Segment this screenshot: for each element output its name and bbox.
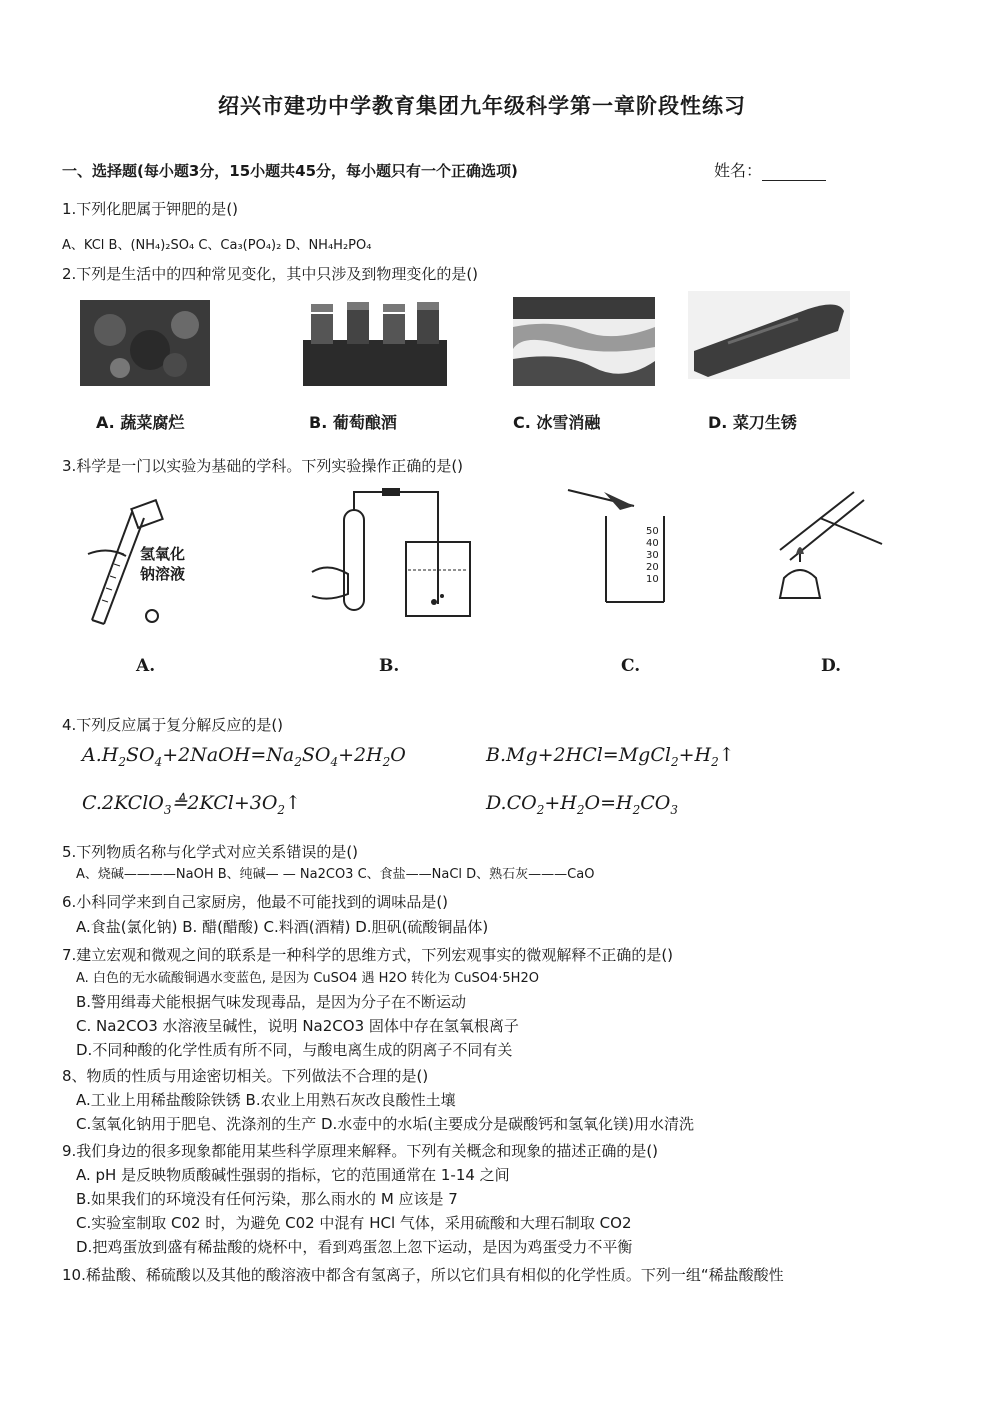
q5-stem: 5.下列物质名称与化学式对应关系错误的是() bbox=[62, 843, 359, 861]
q3-label-c: C. bbox=[621, 656, 641, 676]
q7-stem: 7.建立宏观和微观之间的联系是一种科学的思维方式，下列宏观事实的微观解释不正确的是() bbox=[62, 946, 674, 964]
name-label: 姓名： bbox=[714, 161, 763, 180]
photo-melting-snow bbox=[513, 297, 655, 386]
q9-stem: 9.我们身边的很多现象都能用某些科学原理来解释。下列有关概念和现象的描述正确的是() bbox=[62, 1142, 659, 1160]
q7-option-d: D.不同种酸的化学性质有所不同，与酸电离生成的阴离子不同有关 bbox=[76, 1041, 513, 1059]
q4-option-c: $C.2KClO_3≜2KCl+3O_2↑$ bbox=[82, 792, 301, 817]
q7-option-a: A. 白色的无水硫酸铜遇水变蓝色, 是因为 CuSO4 遇 H2O 转化为 CuSO4·5H2O bbox=[76, 971, 539, 986]
q9-option-b: B.如果我们的环境没有任何污染，那么雨水的 M 应该是 7 bbox=[76, 1190, 458, 1208]
q10-stem: 10.稀盐酸、稀硫酸以及其他的酸溶液中都含有氢离子，所以它们具有相似的化学性质。下列一组“稀盐酸酸性 bbox=[62, 1266, 784, 1284]
q8-stem: 8、物质的性质与用途密切相关。下列做法不合理的是() bbox=[62, 1067, 429, 1085]
q4-option-b: $B.Mg+2HCl=MgCl_2+H_2↑$ bbox=[486, 744, 735, 769]
name-field bbox=[714, 161, 826, 181]
figure-c-measuring-cylinder bbox=[564, 482, 684, 610]
figure-c-tick-50: 50 bbox=[646, 526, 659, 537]
q4-option-d: $D.CO_2+H_2O=H_2CO_3$ bbox=[486, 792, 678, 817]
q7-option-c: C. Na2CO3 水溶液呈碱性，说明 Na2CO3 固体中存在氢氧根离子 bbox=[76, 1017, 519, 1035]
figure-a-label-line2: 钠溶液 bbox=[140, 565, 186, 583]
q2-caption-d: D. 菜刀生锈 bbox=[708, 413, 797, 432]
figure-c-tick-40: 40 bbox=[646, 538, 659, 549]
q2-caption-b: B. 葡萄酿酒 bbox=[309, 413, 397, 432]
q3-label-b: B. bbox=[379, 656, 400, 676]
figure-c-tick-20: 20 bbox=[646, 562, 659, 573]
photo-rusty-knife bbox=[688, 291, 850, 379]
q2-caption-a: A. 蔬菜腐烂 bbox=[96, 413, 185, 432]
q5-options: A、烧碱————NaOH B、纯碱— — Na2CO3 C、食盐——NaCl D、熟石灰———CaO bbox=[76, 867, 595, 882]
figure-c-tick-10: 10 bbox=[646, 574, 659, 585]
figure-b-airtight-check bbox=[308, 484, 488, 634]
q1-options: A、KCl B、(NH₄)₂SO₄ C、Ca₃(PO₄)₂ D、NH₄H₂PO₄ bbox=[62, 238, 372, 253]
q3-label-d: D. bbox=[821, 656, 842, 676]
q6-stem: 6.小科同学来到自己家厨房，他最不可能找到的调味品是() bbox=[62, 893, 449, 911]
q6-options: A.食盐(氯化钠) B. 醋(醋酸) C.料酒(酒精) D.胆矾(硫酸铜晶体) bbox=[76, 918, 489, 936]
q8-options-row2: C.氢氧化钠用于肥皂、洗涤剂的生产 D.水壶中的水垢(主要成分是碳酸钙和氢氧化镁)用水清洗 bbox=[76, 1115, 695, 1133]
q4-option-a: $A.H_2SO_4+2NaOH=Na_2SO_4+2H_2O$ bbox=[82, 744, 406, 769]
q3-stem: 3.科学是一门以实验为基础的学科。下列实验操作正确的是() bbox=[62, 457, 464, 475]
figure-c-tick-30: 30 bbox=[646, 550, 659, 561]
q1-stem: 1.下列化肥属于钾肥的是() bbox=[62, 200, 239, 218]
name-blank[interactable] bbox=[762, 164, 826, 181]
section-heading: 一、选择题(每小题3分，15小题共45分，每小题只有一个正确选项) bbox=[62, 162, 518, 180]
figure-d-alcohol-lamp-heating bbox=[760, 478, 890, 608]
q3-label-a: A. bbox=[136, 656, 156, 676]
q2-caption-c: C. 冰雪消融 bbox=[513, 413, 601, 432]
q8-options-row1: A.工业上用稀盐酸除铁锈 B.农业上用熟石灰改良酸性土壤 bbox=[76, 1091, 456, 1109]
q9-option-c: C.实验室制取 C02 时，为避免 C02 中混有 HCl 气体，采用硫酸和大理石制取 CO2 bbox=[76, 1214, 632, 1232]
q4-stem: 4.下列反应属于复分解反应的是() bbox=[62, 716, 284, 734]
photo-wine-bottles bbox=[303, 300, 447, 386]
photo-rotting-vegetables bbox=[80, 300, 210, 386]
q9-option-a: A. pH 是反映物质酸碱性强弱的指标，它的范围通常在 1-14 之间 bbox=[76, 1166, 510, 1184]
q2-stem: 2.下列是生活中的四种常见变化，其中只涉及到物理变化的是() bbox=[62, 265, 479, 283]
figure-a-label-line1: 氢氧化 bbox=[140, 545, 186, 563]
q9-option-d: D.把鸡蛋放到盛有稀盐酸的烧杯中，看到鸡蛋忽上忽下运动，是因为鸡蛋受力不平衡 bbox=[76, 1238, 633, 1256]
q7-option-b: B.警用缉毒犬能根据气味发现毒品，是因为分子在不断运动 bbox=[76, 993, 467, 1011]
page-title: 绍兴市建功中学教育集团九年级科学第一章阶段性练习 bbox=[218, 94, 746, 118]
